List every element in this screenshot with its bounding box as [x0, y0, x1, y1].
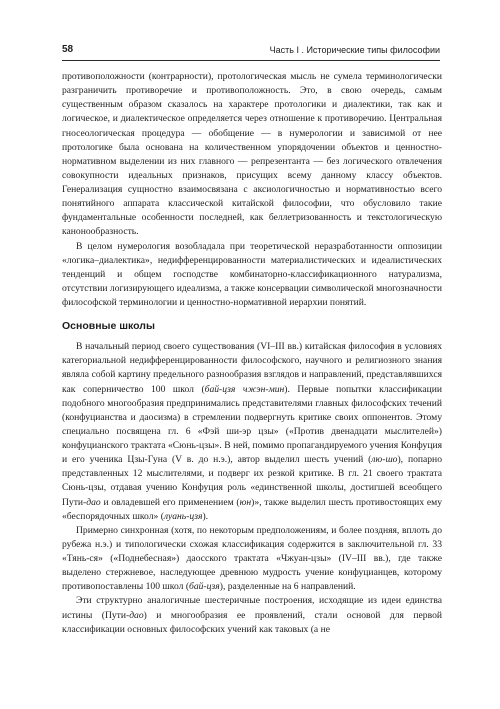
term: бай-цзя	[189, 581, 220, 593]
paragraph-5: Эти структурно аналогичные шестеричные построения, исходящие из идеи единства истины (Пути-дао) и многообразия ее проявлений, стали основой для первой классификации основных философских учений как таковых (а не	[62, 595, 442, 635]
page-header	[62, 42, 440, 61]
term: юн	[239, 496, 252, 508]
paragraph-2: В целом нумерология возобладала при теоретической неразработанности оппозиции «логика–диалектика», недифференцированности материалистических и идеалистических тенденций и общем господстве комбинаторно-классификационного натурализма, отсутствии логизирующего идеализма, а также консервации символической многозначности философской терминологии и ценностно-нормативной иерархии понятий.	[62, 240, 442, 308]
term: луань-цзя	[163, 510, 203, 522]
section-heading: Основные школы	[62, 320, 155, 333]
running-head: Часть I . Исторические типы философии	[269, 45, 440, 55]
page-number: 58	[62, 44, 74, 55]
paragraph-1: противоположности (контрарности), протологическая мысль не сумела терминологически разграничить противоречие и противоположность. Это, в свою очередь, самым существенным образом сказалось на характере протологики и диалектики, так как и логическое, и диалектическое определяется через отношение к противоречию. Центральная гносеологическая процедура — обобщение — в нумерологии и зависимой от нее протологике была основана на количественном упорядочении объектов и ценностно-нормативном выделении из них главного — репрезентанта — без логического отвлечения совокупности идеальных признаков, присущих всему данному классу объектов. Генерализация сущностно взаимосвязана с аксиологичностью и нормативностью всего понятийного аппарата классической китайской философии, что обусловило такие фундаментальные особенности последней, как беллетризованность и текстологическую канонообразность.	[62, 71, 442, 238]
paragraph-3: В начальный период своего существования (VI–III вв.) китайская философия в условиях категориальной недифференцированности философского, научного и религиозного знания являла собой картину предельного разнообразия взглядов и направлений, представлявшихся как соперничество 100 школ (бай-цзя чжэн-мин). Первые попытки классификации подобного многообразия предпринимались представителями главных философских течений (конфуцианства и даосизма) в стремлении подвергнуть критике своих оппонентов. Этому специально посвящена гл. 6 «Фэй ши-эр цзы» («Против двенадцати мыслителей») конфуцианского трактата «Сюнь-цзы». В ней, помимо пропагандируемого учения Конфуция и его ученика Цзы-Гуна (V в. до н.э.), автор выделил шесть учений (лю-шо), попарно представленных 12 мыслителями, и подверг их резкой критике. В гл. 21 своего трактата Сюнь-цзы, отдавая учению Конфуция роль «единственной школы, достигшей всеобщего Пути-дао и овладевшей его применением (юн)», также выделил шесть противостоящих ему «беспорядочных школ» (луань-цзя).	[62, 341, 442, 522]
paragraph-4: Примерно синхронная (хотя, по некоторым предположениям, и более поздняя, вплоть до рубежа н.э.) и типологически схожая классификация содержится в заключительной гл. 33 «Тянь-ся» («Поднебесная») даосского трактата «Чжуан-цзы» (IV–III вв.), где также выделено стержневое, наследующее древнюю мудрость учение конфуцианцев, которому противопоставлены 100 школ (бай-цзя), разделенные на 6 направлений.	[62, 524, 442, 593]
term: дао	[86, 496, 101, 508]
term: лю-шо	[371, 454, 398, 466]
term: бай-цзя чжэн-мин	[204, 383, 285, 395]
page-body	[62, 70, 442, 637]
term: дао	[129, 609, 144, 621]
